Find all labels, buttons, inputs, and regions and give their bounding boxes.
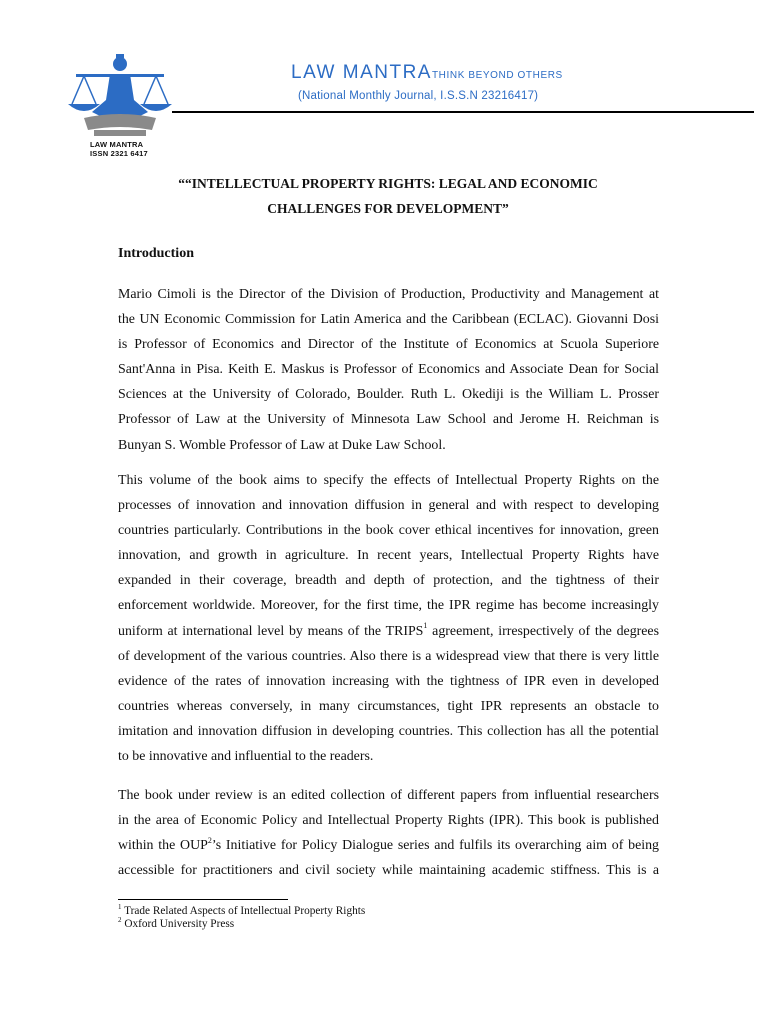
paragraph-line: in the area of Economic Policy and Intellectual Property Rights (IPR). This book is published	[118, 813, 659, 829]
paragraph-line: evidence of the rates of innovation increasing with the tightness of IPR even in developed	[118, 673, 659, 689]
footnote-2	[118, 918, 365, 931]
line-text: uniform at international level by means of the TRIPS	[118, 623, 424, 639]
paragraph-line: Bunyan S. Womble Professor of Law at Duke Law School.	[118, 437, 446, 453]
line-text: ’s Initiative for Policy Dialogue series and fulfils its overarching aim of being	[211, 838, 660, 854]
journal-logo	[64, 52, 176, 160]
paragraph-line: is Professor of Economics and Director of the Institute of Economics at Scuola Superiore	[118, 337, 659, 353]
footnote-ref-1[interactable]: 1	[423, 620, 428, 630]
footnote-1	[118, 905, 365, 918]
title-line-1: ““INTELLECTUAL PROPERTY RIGHTS: LEGAL AND ECONOMIC	[178, 176, 598, 191]
footnote-number: 1	[118, 903, 122, 912]
header-divider	[172, 111, 754, 113]
journal-subtitle: (National Monthly Journal, I.S.S.N 23216417)	[298, 90, 539, 102]
title-line-2: CHALLENGES FOR DEVELOPMENT”	[267, 201, 509, 216]
footnote-divider	[118, 899, 288, 900]
paragraph-line: enforcement worldwide. Moreover, for the first time, the IPR regime has become increasingly	[118, 598, 659, 614]
paragraph-line: to be innovative and influential to the readers.	[118, 749, 374, 765]
paragraph-line: countries whereas conversely, in many circumstances, tight IPR represents an obstacle to	[118, 698, 659, 714]
paragraph-line-with-footnote	[118, 619, 659, 644]
paragraph-line: Sciences at the University of Colorado, Boulder. Ruth L. Okediji is the William L. Prosser	[118, 387, 659, 403]
logo-name: LAW MANTRA	[90, 140, 144, 149]
paragraph-line: processes of innovation and innovation diffusion in general and with respect to developing	[118, 498, 659, 514]
masthead-title: LAW MANTRA	[291, 62, 432, 83]
footnote-text: Trade Related Aspects of Intellectual Property Rights	[121, 905, 366, 917]
masthead-tagline: THINK BEYOND OTHERS	[431, 70, 563, 81]
paragraph-line: of development of the various countries. Also there is a widespread view that there is very little	[118, 648, 659, 664]
scales-of-justice-icon	[64, 52, 176, 144]
paragraph-line: Sant'Anna in Pisa. Keith E. Maskus is Professor of Economics and Associate Dean for Social	[118, 362, 659, 378]
footnote-text: Oxford University Press	[121, 918, 235, 930]
paragraph-line: innovation, and growth in agriculture. In recent years, Intellectual Property Rights have	[118, 548, 659, 564]
masthead	[291, 62, 563, 84]
paragraph-line: expanded in their coverage, breadth and depth of protection, and the tightness of their	[118, 573, 659, 589]
paragraph-line: The book under review is an edited collection of different papers from influential researchers	[118, 788, 659, 803]
footnote-ref-2[interactable]: 2	[207, 835, 212, 845]
logo-issn: ISSN 2321 6417	[90, 149, 148, 158]
section-heading: Introduction	[118, 246, 194, 261]
paragraph-line-with-footnote	[118, 833, 659, 858]
footnotes	[118, 905, 365, 931]
footnote-number: 2	[118, 916, 122, 925]
paragraph-line: countries particularly. Contributions in the book cover ethical incentives for innovation, green	[118, 523, 659, 539]
paragraph-3	[118, 783, 659, 883]
paragraph-line: imitation and innovation diffusion in developing countries. This collection has all the potential	[118, 723, 659, 739]
document-title	[118, 171, 658, 221]
logo-caption	[90, 140, 148, 158]
paragraph-2	[118, 468, 659, 769]
paragraph-1	[118, 282, 659, 458]
paragraph-line: This volume of the book aims to specify the effects of Intellectual Property Rights on the	[118, 473, 659, 488]
paragraph-line: Mario Cimoli is the Director of the Division of Production, Productivity and Management at	[118, 287, 659, 302]
line-text: within the OUP	[118, 838, 208, 854]
paragraph-line: accessible for practitioners and civil society while maintaining academic stiffness. This is a	[118, 863, 659, 879]
line-text: agreement, irrespectively of the degrees	[427, 623, 660, 639]
paragraph-line: Professor of Law at the University of Minnesota Law School and Jerome H. Reichman is	[118, 412, 659, 428]
paragraph-line: the UN Economic Commission for Latin America and the Caribbean (ECLAC). Giovanni Dosi	[118, 312, 659, 328]
